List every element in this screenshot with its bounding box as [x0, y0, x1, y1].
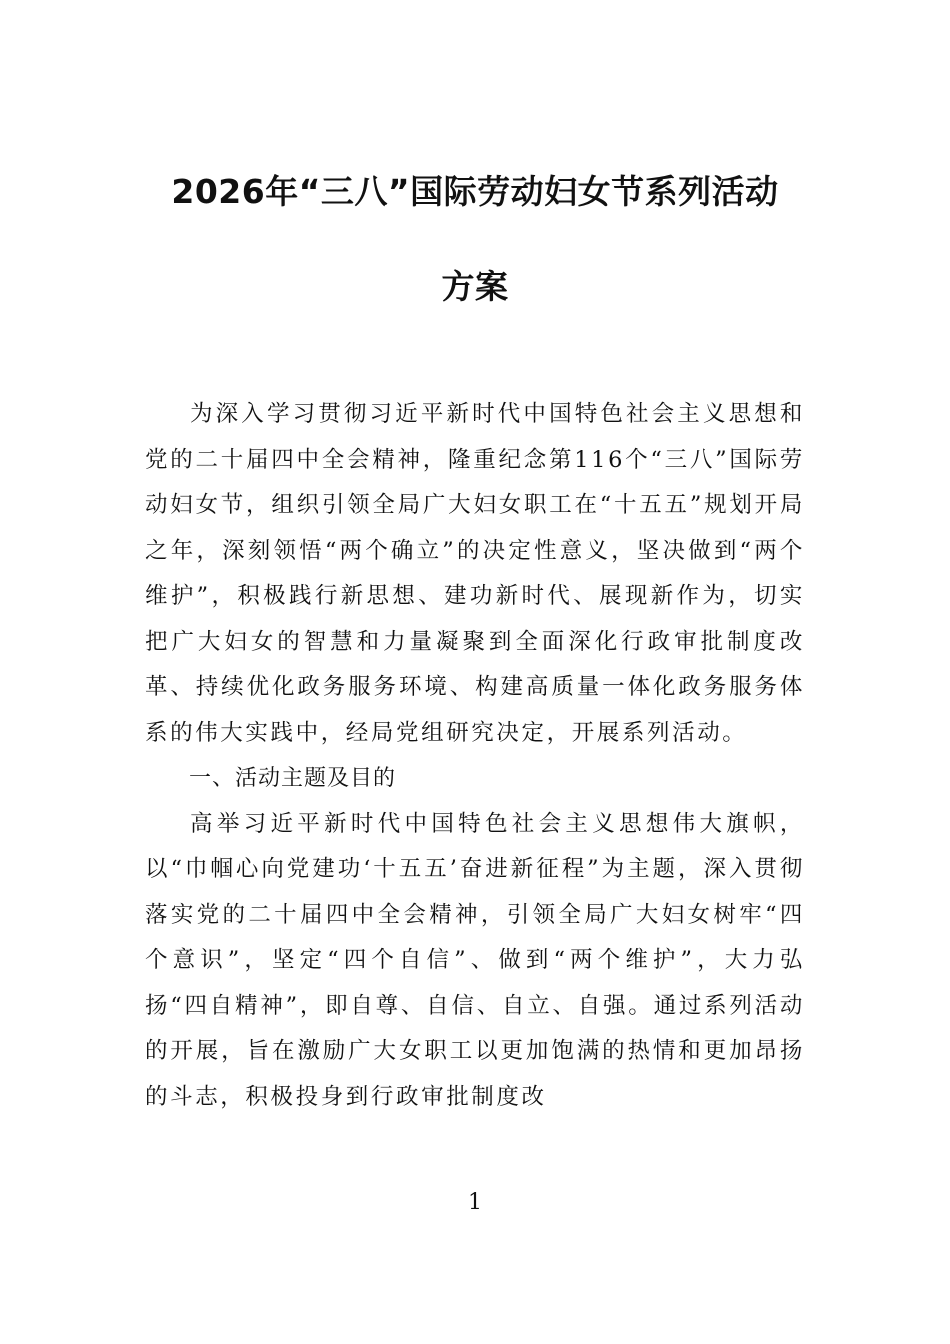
document-title-line-1: 2026年“三八”国际劳动妇女节系列活动 — [171, 172, 779, 211]
document-title-line-2: 方案 — [441, 267, 509, 306]
document-body — [145, 392, 805, 1120]
section-heading-1: 一、活动主题及目的 — [189, 766, 397, 791]
intro-paragraph: 为深入学习贯彻习近平新时代中国特色社会主义思想和党的二十届四中全会精神，隆重纪念第116个“三八”国际劳动妇女节，组织引领全局广大妇女职工在“十五五”规划开局之年，深刻领悟“两个确立”的决定性意义，坚决做到“两个维护”，积极践行新思想、建功新时代、展现新作为，切实把广大妇女的智慧和力量凝聚到全面深化行政审批制度改革、持续优化政务服务环境、构建高质量一体化政务服务体系的伟大实践中，经局党组研究决定，开展系列活动。 — [145, 401, 805, 746]
page-number: 1 — [468, 1190, 482, 1215]
section-1-paragraph: 高举习近平新时代中国特色社会主义思想伟大旗帜，以“巾帼心向党建功‘十五五’奋进新征程”为主题，深入贯彻落实党的二十届四中全会精神，引领全局广大妇女树牢“四个意识”，坚定“四个自信”、做到“两个维护”，大力弘扬“四自精神”，即自尊、自信、自立、自强。通过系列活动的开展，旨在激励广大女职工以更加饱满的热情和更加昂扬的斗志，积极投身到行政审批制度改 — [145, 810, 805, 1110]
